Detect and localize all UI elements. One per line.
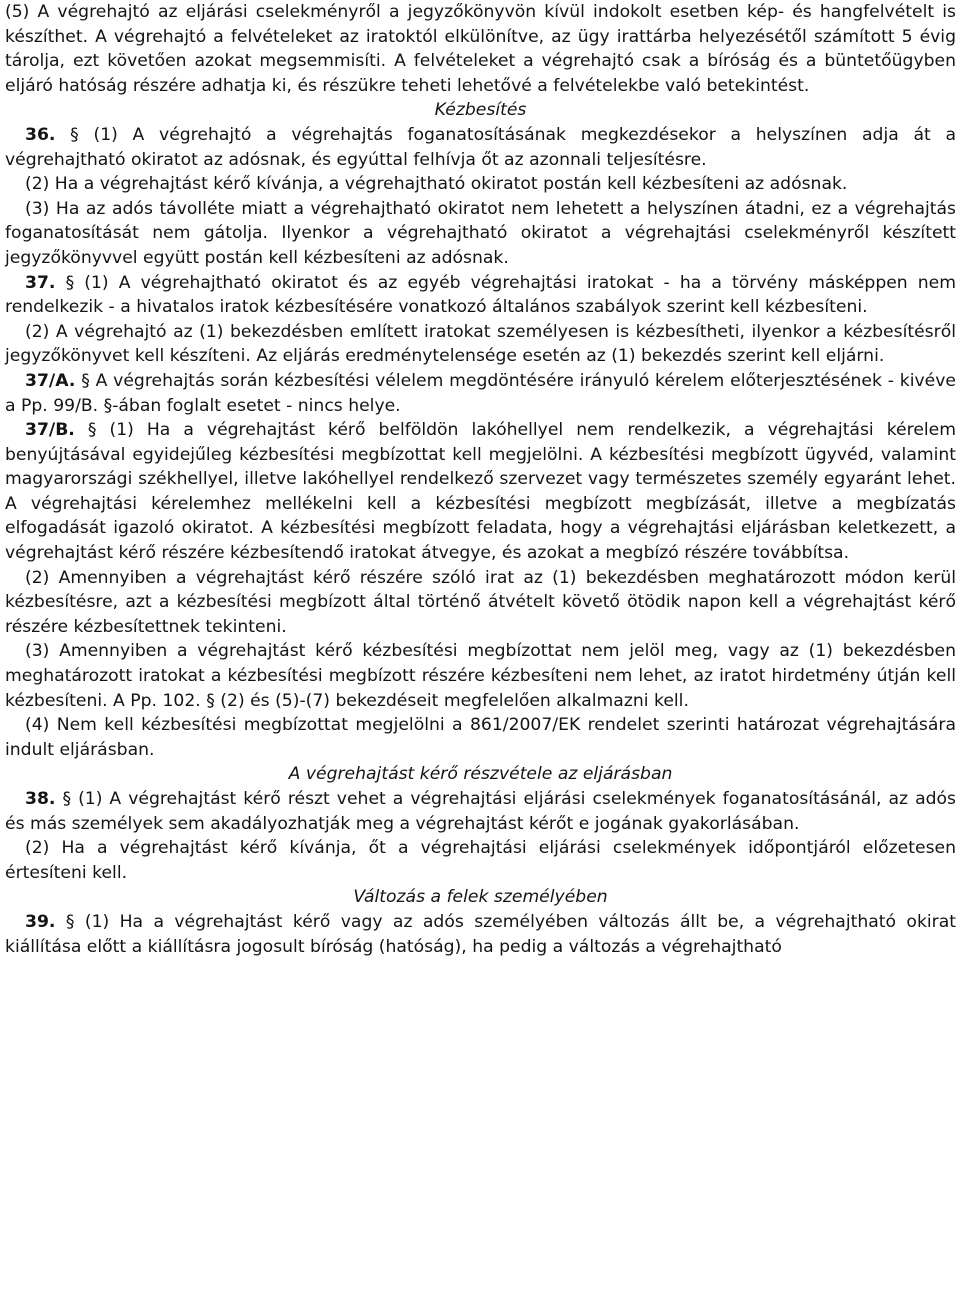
section-38-paragraph-2: (2) Ha a végrehajtást kérő kívánja, őt a végrehajtási eljárási cselekmények időpontjáról előzetesen értesíteni kell. <box>5 838 956 883</box>
section-38-paragraph-1 <box>5 787 956 836</box>
paragraph-text: (1) A végrehajtást kérő részt vehet a végrehajtási eljárási cselekmények foganatosításánál, az adós és más személyek sem akadályozhatják meg a végrehajtást kérőt e jogának gyakorlásában. <box>5 789 956 834</box>
section-number: 38. <box>25 789 56 809</box>
section-36-paragraph-3: (3) Ha az adós távolléte miatt a végrehajtható okiratot nem lehetett a helyszínen átadni, ez a végrehajtás foganatosítását nem gátolja. Ilyenkor a végrehajtható okiratot a végrehajtási cselekményről készített jegyzőkönyvvel együtt postán kell kézbesíteni az adósnak. <box>5 198 956 268</box>
paragraph-sign: § <box>81 370 90 391</box>
paragraph-sign: § <box>65 911 75 932</box>
paragraph-35-5: (5) A végrehajtó az eljárási cselekményről a jegyzőkönyvön kívül indokolt esetben kép- és hangfelvételt is készíthet. A végrehajtó a felvételeket az iratoktól elkülönítve, az ügy irattárba helyezésétől számított 5 évig tárolja, ezt követően azokat megsemmisíti. A felvételeket a végrehajtó csak a bíróság és a büntetőügyben eljáró hatóság részére adhatja ki, és részükre teheti lehetővé a felvételekbe való betekintést. <box>5 2 956 96</box>
section-37b-paragraph-3 <box>5 639 956 713</box>
section-number: 36. <box>25 124 56 145</box>
paragraph-sign: § <box>87 420 97 441</box>
paragraph-sign: § <box>206 690 215 711</box>
section-heading-valtozas: Változás a felek személyében <box>353 887 608 908</box>
paragraph-text: (1) A végrehajtható okiratot és az egyéb végrehajtási iratokat - ha a törvény másképpen nem rendelkezik - a hivatalos iratok kézbesítésére vonatkozó általános szabályok szerint kell kézbesíteni. <box>5 272 957 318</box>
section-number: 37/B. <box>25 420 75 441</box>
section-37a-paragraph <box>5 369 956 418</box>
section-37-paragraph-1 <box>5 271 956 320</box>
paragraph-text: (2) és (5)-(7) bekezdéseit megfelelően alkalmazni kell. <box>220 690 689 711</box>
section-36-paragraph-1 <box>5 123 956 172</box>
section-number: 37. <box>25 272 56 293</box>
paragraph-sign: § <box>62 789 72 809</box>
paragraph-text: (3) Amennyiben a végrehajtást kérő kézbesítési megbízottat nem jelöl meg, vagy az (1) bekezdésben meghatározott iratokat a kézbesítési megbízott részére kézbesíteni nem lehet, az iratot hirdetmény útján kell kézbesíteni. A Pp. 102. <box>5 641 956 711</box>
section-37b-paragraph-1 <box>5 418 956 566</box>
section-37b-paragraph-4: (4) Nem kell kézbesítési megbízottat megjelölni a 861/2007/EK rendelet szerinti határozat végrehajtására indult eljárásban. <box>5 715 956 760</box>
section-number: 39. <box>25 911 56 932</box>
paragraph-text: A végrehajtás során kézbesítési vélelem megdöntésére irányuló kérelem előterjesztésének - kivéve a Pp. 99/B. <box>5 370 957 416</box>
section-36-paragraph-2: (2) Ha a végrehajtást kérő kívánja, a végrehajtható okiratot postán kell kézbesíteni az adósnak. <box>25 174 848 195</box>
paragraph-sign: § <box>103 395 113 416</box>
paragraph-sign: § <box>65 272 75 293</box>
section-39-paragraph-1 <box>5 910 956 959</box>
paragraph-sign: § <box>70 124 79 145</box>
section-number: 37/A. <box>25 370 76 391</box>
paragraph-text: (1) Ha a végrehajtást kérő belföldön lakóhellyel nem rendelkezik, a végrehajtási kérelem benyújtásával egyidejűleg kézbesítési megbízottat kell megjelölni. A kézbesítési megbízott ügyvéd, valamint magyarországi székhellyel, illetve lakóhellyel rendelkező szervezet vagy természetes személy egyaránt lehet. A végrehajtási kérelemhez mellékelni kell a kézbesítési megbízott megbízását, illetve a megbízatás elfogadását igazoló okiratot. A kézbesítési megbízott feladata, hogy a végrehajtási eljárásban keletkezett, a végrehajtást kérő részére kézbesítendő iratokat átvegye, és azokat a megbízó részére továbbítsa. <box>5 420 956 564</box>
section-heading-kezbesites: Kézbesítés <box>434 100 527 121</box>
paragraph-text: (1) Ha a végrehajtást kérő vagy az adós személyében változás állt be, a végrehajtható okirat kiállítása előtt a kiállításra jogosult bíróság (hatóság), ha pedig a változás a végrehajtható <box>5 911 957 957</box>
section-heading-reszvetel: A végrehajtást kérő részvétele az eljárásban <box>288 764 673 785</box>
paragraph-text: (1) A végrehajtó a végrehajtás foganatosításának megkezdésekor a helyszínen adja át a végrehajtható okiratot az adósnak, és egyúttal felhívja őt az azonnali teljesítésre. <box>5 124 956 170</box>
section-37-paragraph-2: (2) A végrehajtó az (1) bekezdésben említett iratokat személyesen is kézbesítheti, ilyenkor a kézbesítésről jegyzőkönyvet kell készíteni. Az eljárás eredménytelensége esetén az (1) bekezdés szerint kell eljárni. <box>5 321 956 367</box>
paragraph-text: -ában foglalt esetet - nincs helye. <box>112 395 401 416</box>
section-37b-paragraph-2: (2) Amennyiben a végrehajtást kérő részére szóló irat az (1) bekezdésben meghatározott módon kerül kézbesítésre, azt a kézbesítési megbízott által történő átvételt követő ötödik napon kell a végrehajtást kérő részére kézbesítettnek tekinteni. <box>5 567 956 637</box>
